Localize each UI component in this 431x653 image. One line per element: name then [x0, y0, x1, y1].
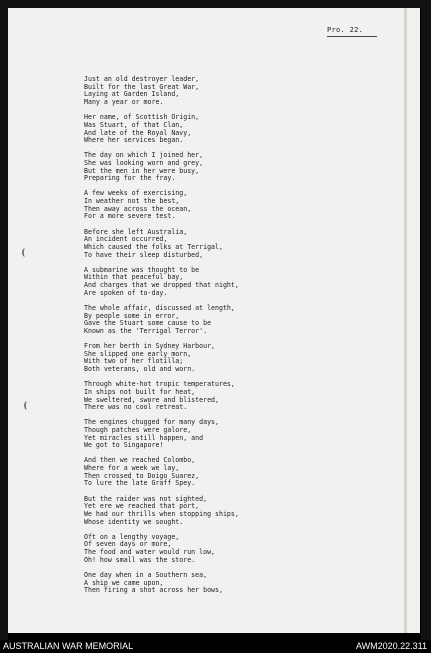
poem-line: We got to Singapore!	[84, 441, 164, 450]
poem-line: But the raider was not sighted,	[84, 494, 208, 503]
poem-stanza	[84, 496, 384, 527]
poem-line: Are spoken of to-day.	[84, 288, 168, 297]
poem-line: Then firing a shot across her bows,	[84, 586, 223, 595]
poem-line: There was no cool retreat.	[84, 403, 188, 412]
poem-line: We had our thrills when stopping ships,	[84, 509, 239, 518]
poem-line: The day on which I joined her,	[84, 151, 204, 160]
poem-line: But the men in her were busy,	[84, 166, 200, 175]
archive-footer	[0, 640, 431, 653]
poem-stanza	[84, 343, 384, 374]
poem-stanza	[84, 534, 384, 565]
poem-line: To lure the late Graff Spey.	[84, 479, 196, 488]
poem-stanza	[84, 152, 384, 183]
page-reference: Pro. 22.	[327, 26, 364, 34]
poem-line: The engines chugged for many days,	[84, 418, 219, 427]
poem-line: Gave the Stuart some cause to be	[84, 319, 212, 328]
poem-line: Then crossed to Doigo Suarez,	[84, 471, 200, 480]
poem-stanza	[84, 267, 384, 298]
accession-number: AWM2020.22.311	[355, 641, 427, 651]
poem-line: Known as the 'Terrigal Terror'.	[84, 326, 208, 335]
poem-line: A submarine was thought to be	[84, 265, 200, 274]
poem-line: And late of the Royal Navy,	[84, 128, 192, 137]
page-reference-underline	[327, 36, 377, 37]
poem-line: By people some in error,	[84, 311, 180, 320]
poem-line: The food and water would run low,	[84, 548, 216, 557]
poem-line: Of seven days or more,	[84, 540, 172, 549]
poem-line: Yet miracles still happen, and	[84, 433, 204, 442]
poem-line: The whole affair, discussed at length,	[84, 303, 235, 312]
poem-line: We sweltered, swore and blistered,	[84, 395, 219, 404]
poem-line: Oh! how small was the store.	[84, 555, 196, 564]
poem-line: One day when in a Southern sea,	[84, 570, 208, 579]
poem-line: Her name, of Scottish Origin,	[84, 113, 200, 122]
poem-line: Which caused the folks at Terrigal,	[84, 242, 223, 251]
poem-line: A few weeks of exercising,	[84, 189, 188, 198]
poem-line: Where her services began.	[84, 136, 184, 145]
poem-stanza	[84, 114, 384, 145]
poem-stanza	[84, 190, 384, 221]
poem-line: Preparing for the fray.	[84, 174, 176, 183]
poem-text	[84, 76, 384, 602]
poem-line: For a more severe test.	[84, 212, 176, 221]
poem-line: Though patches were galore,	[84, 425, 192, 434]
poem-line: She slipped one early morn,	[84, 349, 192, 358]
punch-hole-top	[22, 248, 28, 257]
poem-stanza	[84, 572, 384, 595]
poem-line: To have their sleep disturbed,	[84, 250, 204, 259]
poem-line: Oft on a lengthy voyage,	[84, 532, 180, 541]
poem-line: Laying at Garden Island,	[84, 90, 180, 99]
institution-name: AUSTRALIAN WAR MEMORIAL	[3, 641, 134, 651]
poem-line: With two of her flotilla;	[84, 357, 184, 366]
scan-border-right	[421, 0, 431, 640]
poem-line: Built for the last Great War,	[84, 82, 200, 91]
poem-line: And then we reached Colombo,	[84, 456, 196, 465]
poem-line: Through white-hot tropic temperatures,	[84, 380, 235, 389]
poem-line: Yet ere we reached that port,	[84, 502, 200, 511]
scan-border-top	[0, 0, 431, 8]
poem-line: Before she left Australia,	[84, 227, 188, 236]
poem-line: Both veterans, old and worn.	[84, 365, 196, 374]
poem-line: Then away across the ocean,	[84, 204, 192, 213]
poem-line: An incident occurred,	[84, 235, 168, 244]
poem-stanza	[84, 419, 384, 450]
punch-hole-bottom	[24, 401, 30, 410]
poem-line: A ship we came upon,	[84, 578, 164, 587]
poem-line: Whose identity we sought.	[84, 517, 184, 526]
poem-line: Many a year or more.	[84, 98, 164, 107]
poem-stanza	[84, 305, 384, 336]
poem-line: In weather not the best,	[84, 197, 180, 206]
poem-line: And charges that we dropped that night,	[84, 281, 239, 290]
poem-line: From her berth in Sydney Harbour,	[84, 341, 216, 350]
poem-line: Where for a week we lay,	[84, 464, 180, 473]
poem-line: Just an old destroyer leader,	[84, 75, 200, 83]
poem-line: Within that peaceful bay,	[84, 273, 184, 282]
paper-edge	[404, 8, 407, 633]
poem-line: She was looking worn and grey,	[84, 158, 204, 167]
poem-line: Was Stuart, of that Clan,	[84, 120, 184, 129]
poem-stanza	[84, 381, 384, 412]
poem-stanza	[84, 229, 384, 260]
scan-border-left	[0, 0, 8, 640]
poem-stanza	[84, 457, 384, 488]
poem-stanza	[84, 76, 384, 107]
poem-line: In ships not built for heat,	[84, 387, 196, 396]
